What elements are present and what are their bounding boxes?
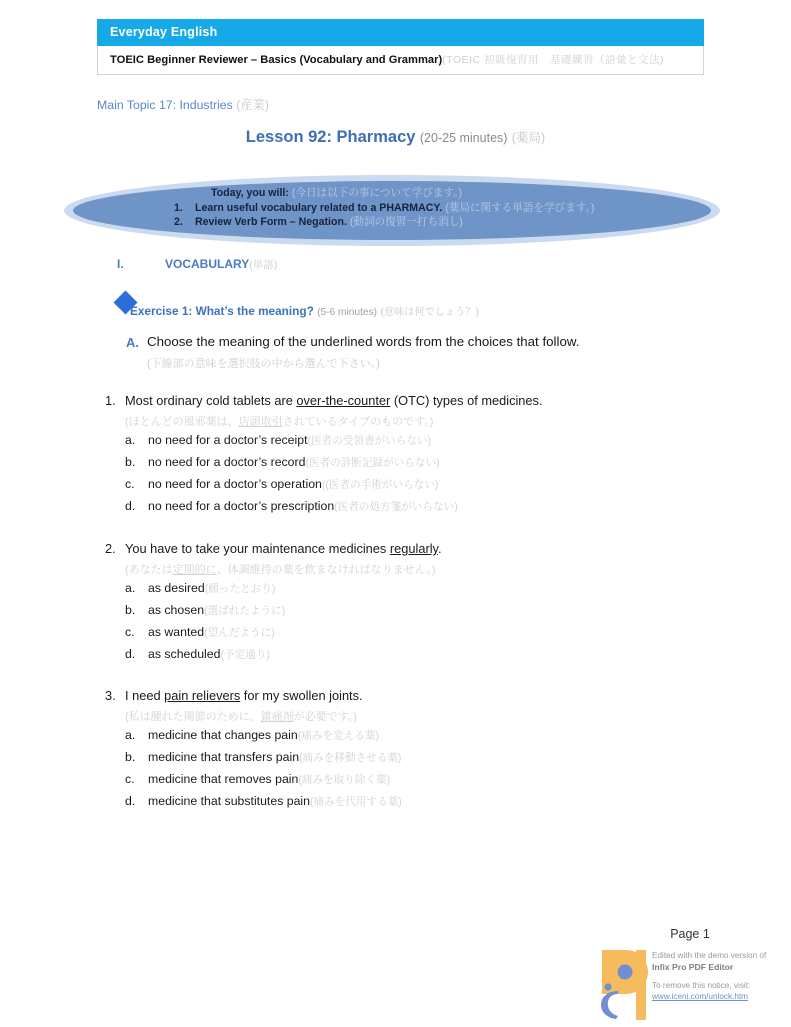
header-subtitle-en: TOEIC Beginner Reviewer – Basics (Vocabulary and Grammar) bbox=[110, 54, 443, 66]
option-en: medicine that substitutes pain bbox=[148, 794, 311, 808]
option-text bbox=[148, 728, 379, 743]
option-text bbox=[148, 581, 275, 596]
option-text bbox=[148, 750, 401, 765]
callout-item-number: 2. bbox=[174, 216, 183, 228]
option-jp: (医者の処方箋がいらない) bbox=[334, 501, 458, 513]
option-en: no need for a doctor’s record bbox=[148, 455, 306, 469]
option-letter: d. bbox=[125, 794, 136, 808]
option-jp: (医者の診断記録がいらない) bbox=[305, 457, 440, 469]
lesson-title-jp: (薬局) bbox=[511, 131, 546, 145]
option-jp: (痛みを移動させる薬) bbox=[299, 752, 402, 764]
header-banner-title: Everyday English bbox=[97, 19, 704, 46]
option-en: as scheduled bbox=[148, 647, 221, 661]
callout-item-number: 1. bbox=[174, 201, 183, 214]
question-jp-keyword: 店頭取引 bbox=[238, 416, 283, 428]
section-title-text: VOCABULARY bbox=[165, 257, 250, 271]
question-text-post: (OTC) types of medicines. bbox=[390, 393, 543, 408]
watermark-product-name: Infix Pro PDF Editor bbox=[652, 962, 734, 972]
question-keyword: over-the-counter bbox=[296, 393, 391, 408]
part-a-instruction-jp: (下線部の意味を選択肢の中から選んで下さい。) bbox=[147, 358, 380, 370]
watermark-unlock-link[interactable]: www.iceni.com/unlock.htm bbox=[652, 992, 749, 1001]
callout-item-jp: (動詞の復習一打ち消し) bbox=[349, 216, 463, 228]
callout-item-jp: (薬局に関する単語を学びます。) bbox=[445, 201, 595, 214]
option-text bbox=[148, 625, 275, 640]
exercise-duration: (5-6 minutes) bbox=[317, 307, 378, 318]
callout-item-en: Learn useful vocabulary related to a PHARMACY. bbox=[195, 201, 443, 214]
callout-item bbox=[64, 201, 720, 216]
lesson-title-text: Lesson 92: Pharmacy bbox=[245, 128, 416, 146]
option-letter: d. bbox=[125, 647, 136, 661]
option-en: as chosen bbox=[148, 603, 205, 617]
option-jp: (予定通り) bbox=[220, 649, 270, 661]
option-en: medicine that removes pain bbox=[148, 772, 299, 786]
option-en: no need for a doctor’s prescription bbox=[148, 499, 335, 513]
objectives-callout bbox=[64, 175, 720, 246]
option-text bbox=[148, 499, 458, 514]
question-keyword: regularly bbox=[389, 541, 439, 556]
callout-intro-jp: (今日は以下の事について学びます。) bbox=[291, 187, 463, 199]
option-text bbox=[148, 772, 390, 787]
question-text-pre: I need bbox=[125, 688, 165, 703]
question-jp-keyword: 定期的に bbox=[172, 564, 217, 576]
question-jp bbox=[125, 561, 436, 577]
header-subtitle bbox=[97, 46, 704, 75]
callout-item bbox=[64, 215, 720, 230]
option-letter: d. bbox=[125, 499, 136, 513]
option-letter: b. bbox=[125, 603, 136, 617]
option-letter: c. bbox=[125, 477, 135, 491]
option-letter: b. bbox=[125, 750, 136, 764]
lesson-duration: (20-25 minutes) bbox=[419, 131, 508, 145]
part-a-instruction: Choose the meaning of the underlined words from the choices that follow. bbox=[147, 334, 580, 349]
question-jp bbox=[125, 708, 357, 724]
infix-logo-icon bbox=[596, 946, 652, 1022]
question-number: 2. bbox=[105, 541, 116, 556]
section-title bbox=[165, 257, 277, 272]
main-topic bbox=[97, 95, 269, 113]
exercise-title: Exercise 1: What’s the meaning? bbox=[130, 304, 314, 318]
option-en: medicine that changes pain bbox=[148, 728, 298, 742]
section-title-jp: (単語) bbox=[249, 259, 278, 271]
option-jp: (医者の受領書がいらない) bbox=[307, 435, 432, 447]
part-a-letter: A. bbox=[126, 335, 139, 350]
question-keyword: pain relievers bbox=[164, 688, 241, 703]
question-number: 1. bbox=[105, 393, 116, 408]
option-text bbox=[148, 477, 438, 492]
option-jp: (願ったとおり) bbox=[204, 583, 276, 595]
main-topic-label: Main Topic 17: Industries bbox=[97, 98, 233, 112]
question-jp-keyword: 鎮痛剤 bbox=[260, 711, 294, 723]
option-en: no need for a doctor’s operation bbox=[148, 477, 322, 491]
header-block bbox=[97, 19, 704, 75]
infix-watermark bbox=[596, 946, 788, 1022]
watermark-line-3: To remove this notice, visit: bbox=[652, 981, 751, 990]
option-jp: (望んだように) bbox=[204, 627, 275, 639]
lesson-title bbox=[0, 128, 791, 147]
exercise-title-jp: (意味は何でしょう？) bbox=[380, 307, 479, 318]
option-jp: (痛みを取り除く薬) bbox=[298, 774, 391, 786]
option-jp: (痛みを代用する薬) bbox=[310, 796, 402, 808]
option-jp: (選ばれたように) bbox=[204, 605, 286, 617]
option-text bbox=[148, 794, 402, 809]
option-letter: a. bbox=[125, 581, 136, 595]
option-en: medicine that transfers pain bbox=[148, 750, 300, 764]
question-text bbox=[125, 393, 543, 408]
option-text bbox=[148, 603, 285, 618]
section-roman-numeral: I. bbox=[117, 257, 124, 271]
question-jp-pre: (あなたは bbox=[125, 564, 173, 576]
option-en: as wanted bbox=[148, 625, 205, 639]
exercise-heading bbox=[130, 303, 479, 318]
question-jp-pre: (ほとんどの風邪薬は、 bbox=[125, 416, 239, 428]
option-letter: c. bbox=[125, 772, 135, 786]
callout-content bbox=[64, 175, 720, 246]
page-number: Page 1 bbox=[670, 927, 710, 941]
option-letter: c. bbox=[125, 625, 135, 639]
question-text-post: for my swollen joints. bbox=[240, 688, 363, 703]
question-jp bbox=[125, 413, 433, 429]
question-text-pre: You have to take your maintenance medicines bbox=[125, 541, 390, 556]
question-jp-post: されているタイプのものです。) bbox=[282, 416, 434, 428]
question-jp-post: 、体調維持の薬を飲まなければなりません。) bbox=[216, 564, 436, 576]
header-subtitle-jp: (TOEIC 初級復習用 基礎練習（語彙と文法) bbox=[442, 54, 665, 66]
option-text bbox=[148, 455, 440, 470]
main-topic-jp: (産業) bbox=[236, 98, 270, 112]
callout-intro bbox=[64, 186, 720, 201]
option-text bbox=[148, 647, 270, 662]
question-text-pre: Most ordinary cold tablets are bbox=[125, 393, 297, 408]
option-letter: b. bbox=[125, 455, 136, 469]
option-letter: a. bbox=[125, 433, 136, 447]
callout-item-en: Review Verb Form – Negation. bbox=[195, 216, 347, 228]
option-en: no need for a doctor’s receipt bbox=[148, 433, 308, 447]
infix-watermark-text bbox=[652, 950, 788, 1002]
callout-intro-en: Today, you will: bbox=[211, 187, 289, 199]
question-text bbox=[125, 688, 363, 703]
option-letter: a. bbox=[125, 728, 136, 742]
option-jp: (痛みを変える薬) bbox=[297, 730, 379, 742]
question-jp-pre: (私は腫れた関節のために、 bbox=[125, 711, 261, 723]
question-number: 3. bbox=[105, 688, 116, 703]
option-text bbox=[148, 433, 431, 448]
question-jp-post: が必要です。) bbox=[293, 711, 357, 723]
option-jp: ((医者の手術がいらない) bbox=[321, 479, 439, 491]
watermark-line-1: Edited with the demo version of bbox=[652, 951, 767, 960]
question-text bbox=[125, 541, 442, 556]
option-en: as desired bbox=[148, 581, 205, 595]
question-text-post: . bbox=[438, 541, 442, 556]
